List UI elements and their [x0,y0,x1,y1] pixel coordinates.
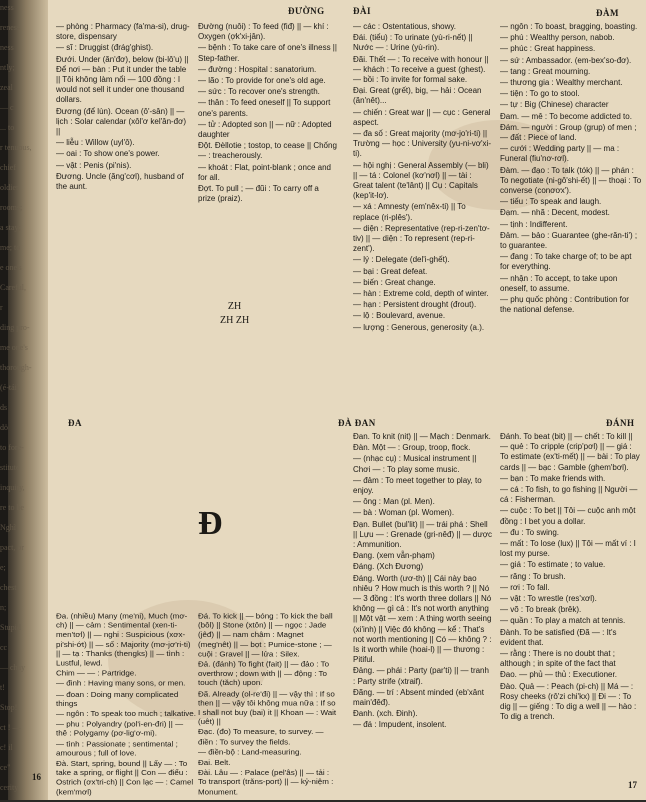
bleed-fragment: chest [0,583,17,592]
entry: Đám. — người : Group (grup) of men ; — đất : Piece of land. [500,122,637,143]
entry: Đạn. Bullet (bul'lit) || — trái phá : Shell || Lựu — : Grenade (gri-nêđ) || — dược : Ammunition. [353,519,492,550]
bleed-fragment: ... to [0,123,15,132]
bleed-fragment: me; to [0,243,21,252]
entry: — các : Ostentatious, showy. [353,22,457,31]
entry: — cá : To fish, to go fishing || Người — cá : Fisherman. [500,485,638,505]
entry: — rơi : To fall. [500,582,550,592]
entry: Đương (để lùn). Ocean (ô'-sân) || — lịch : Solar calendar (xôl'ơ kel'ân-đơ) || [56,106,187,137]
entry: — sứ : Ambassador. (em-bex'so-đơ). [500,55,632,65]
bleed-fragment: (é-tái) [0,383,20,392]
bleed-fragment: Stop! [0,703,18,712]
entry: — giá : To estimate ; to value. [500,560,606,570]
entry: — sức : To recover one's strength. [198,87,320,97]
entry: Đả. (đánh) To fight (fait) || — đảo : To overthrow ; down with || — động : To touch (tăch) upon. [198,660,330,688]
bleed-fragment: ness [0,43,14,52]
entry: — mất : To lose (lux) || Tôi — mất ví : I lost my purse. [500,539,636,559]
bleed-fragment: r tenuous, [0,143,32,152]
bleed-fragment: Stupid [0,623,21,632]
entry: — đường : Hospital : sanatorium. [198,64,317,74]
entry: — răng : To brush. [500,571,566,581]
entry: Đạc. (đo) To measure, to survey. — điền : To survey the fields. [198,728,324,746]
entry: Đa. (nhiều) Many (me'ni), Much (mơ-ch) || — cảm : Sentimental (xen-ti-men'tơl) || — nghi : Suspicious (xơx-pi'shi-ớt) || — số : Majority (mơ-jơ'ri-ti) || — tạ : Thanks (thengks) || — tình : Lustful, lewd. [56,612,191,668]
bleed-fragment: me one's [0,343,28,352]
bleed-fragment: zeal [0,83,13,92]
entry: — đá : Impudent, insolent. [353,720,447,730]
bleed-fragment: — c [0,103,14,112]
bleed-fragment: e; [0,563,6,572]
page-number-right: 17 [628,780,637,790]
entry: — đa số : Great majority (mơ-jo'ri-ti) || Trường — học : University (yu-ni-vơ'xi-ti). [353,129,491,159]
entry: — tịnh : Indifferent. [500,219,568,229]
entry: — vật : To wrestle (res'xơl). [500,594,597,604]
entry: — tang : Great mourning. [500,66,591,76]
letter-heading: Đ [198,505,223,542]
bleed-fragment: ct ! — [0,723,21,732]
entry: Đột. Đèllotie ; tostop, to cease || Chống — : treacherously. [198,141,337,161]
bleed-fragment: to fore- [0,443,24,452]
entry: — phú : Wealthy person, nabob. [500,33,615,43]
bleed-fragment: cerity [0,783,19,792]
entry: — lý : Delegate (del'i-ghết). [353,255,450,265]
entry: — lộ : Boulevard, avenue. [353,311,446,321]
entry: — phu : Polyandry (pol'i-en-đri) || — thê : Polygamy (pơ-lig'ơ-mi). [56,720,184,738]
entry: Đương. Uncle (ăng'cơl), husband of the aunt. [56,171,184,192]
entry: — võ : To break (brêk). [500,605,582,615]
entry: — tử : Adopted son || — nữ : Adopted daughter [198,119,332,140]
entry: Đài. Lâu — : Palace (pel'âs) || — tải : To transport (trăns-port) || — kỷ-niệm : Monument. [198,768,334,796]
entry: — cưới : Wedding party || — ma : Funeral (fiu'nơ-rơl). [500,144,620,164]
entry: Đạm. — nhã : Decent, modest. [500,208,610,218]
entry: Đánh. To beat (bit) || — chết : To kill || — quẻ : To cripple (crip'pơl) || — giá : To estimate (ex'ti-mết) || — bài : To play cards || — bạc : Gamble (ghem'bơl). [500,432,640,472]
entry: — phòng : Pharmacy (fa'ma-si), drug-store, dispensary [56,22,190,42]
entry: — thương gia : Wealthy merchant. [500,78,623,88]
entry: Đãi. Thết — : To receive with honour || — khách : To receive a guest (ghest). — bồi : To invite for formal sake. [353,54,489,85]
entry: Đao. — phủ — thủ : Executioner. [500,670,617,680]
entry: — biến : Great change. [353,277,436,287]
entry: — tiếu : To speak and laugh. [500,197,602,207]
entry: Đáng. (Xch Đương) [353,562,424,572]
bleed-fragment: a stay; [0,223,21,232]
entry: Đá. To kick || — bóng : To kick the ball (bôl) || Stone (xtôn) || — ngọc : Jade (jêđ) || — nam châm : Magnet (meg'nêt) || — bọt : Pumice-stone ; — cuội : Gravel || — lửa : Silex. [198,612,333,659]
entry: Đưới. Under (ăn'đơ), below (bi-lô'u) || Để nơi — bàn : Put it under the table || Tôi không làm nổi — 100 đồng : I would not sell it under one thousand dollars. [56,54,189,105]
entry: Đai. Belt. [198,758,231,767]
entry: — thân : To feed oneself || To support one's parents. [198,98,331,118]
entry: — đu : To swing. [500,527,559,537]
header-danh: ĐÁNH [606,418,635,428]
entry: Đảm. — bảo : Guarantee (ghe-răn-ti') ; to guarantee. [500,230,638,251]
header-da-dan: ĐÀ ĐAN [338,418,376,428]
bleed-fragment: inquiry, [0,483,25,492]
entry: Đường (nuôi) : To feed (fiđ) || — khí : Oxygen (ợk'xi-jân). [198,22,329,42]
entry: — đảm : To meet together to play, to enjoy. [353,475,482,496]
entry: — rằng : There is no doubt that ; although ; in spite of the fact that [500,649,616,669]
bleed-fragment: r [0,303,3,312]
bleed-fragment: reness [0,23,20,32]
entry: Đảng. — phái : Party (par'ti) || — tranh : Party strife (xtraif). [353,666,489,686]
entry: Đàm. — đạo : To talk (tók) || — phán : To negotiate (ni-gô'shi-ết) || — thoại : To converse (conơơx'). [500,165,642,196]
column-8 [500,432,642,723]
entry: Đại. Great (grết), big, — hải : Ocean (ăn'nêt)... [353,86,482,106]
column-1 [56,22,191,193]
entry: Đành. To be satisfied (Đã — : It's evident that. [500,627,617,647]
entry: — quần : To play a match at tennis. [500,616,626,626]
bleed-fragment: c! il [0,743,13,752]
column-4 [500,22,642,316]
entry: — cuộc : To bet || Tôi — cuộc anh một đồng : I bet you a dollar. [500,506,636,526]
previous-page-bleed [0,2,48,802]
entry: Đãng. — trí : Absent minded (eb'xânt main'đêđ). [353,687,484,708]
entry: — hội nghị : General Assembly (— bli) || — tá : Colonel (kơ'nơl) || — tài : Great talent (te'lânt) || Cụ : Capitals (kep'it-lơ). [353,160,489,201]
dictionary-page [32,0,646,800]
entry: — (nhạc cụ) : Musical instrument || Chơi — : To play some music. [353,454,477,474]
entry: — điền-bộ : Land-measuring. [198,747,302,757]
bleed-fragment: t! [0,683,5,692]
entry: — vật : Penis (pi'nis). [56,160,132,170]
section-line-1: ZH [227,301,242,312]
column-2 [198,22,338,205]
bleed-fragment: ce" [0,763,11,772]
entry: — bại : Great defeat. [353,266,428,276]
entry: — tình : Passionate ; sentimental ; amourous ; full of love. [56,739,178,758]
bleed-fragment: rooms; [0,203,23,212]
entry: Đang. (xem vẫn-phạm) [353,551,435,561]
bleed-fragment: — chay [0,663,26,672]
bleed-fragment: Nghĩ [0,523,16,532]
entry: — liễu : Willow (uyl'ô). [56,138,135,148]
entry: Đã. Already (ol-re'đi) || — vậy thì : If so then || — vậy tôi không mua nữa : If so I shall not buy (bai) it || Khoan — : Wait (uêt) || [198,689,337,727]
bleed-fragment: cc [0,643,8,652]
entry: — ngôn : To boast, bragging, boasting. [500,22,638,31]
section-line-2: ZH ZH [220,315,250,326]
header-dam: ĐÀM [596,8,619,18]
entry: Đanh. (xch. Đinh). [353,709,418,719]
entry: Đam. — mê : To become addicted to. [500,111,632,121]
entry: — tự : Big (Chinese) character [500,100,609,110]
entry: — đang : To take charge of; to be apt for everything. [500,252,632,272]
entry: — đinh : Having many sons, or men. [56,679,186,688]
entry: — chiến : Great war || — cục : General aspect. [353,107,491,127]
entry: — đoan : Doing many complicated things [56,689,179,708]
entry: Đàn. Một — : Group, troop, flock. [353,443,471,453]
entry: — ông : Man (pl. Men). [353,497,435,507]
column-3 [353,22,493,334]
entry: — sĩ : Druggist (đrág'ghist). [56,43,154,53]
entry: — khoát : Flat, point-blank ; once and for all. [198,162,331,182]
entry: — phúc : Great happiness. [500,44,596,54]
entry: — ngôn : To speak too much ; talkative. [56,709,196,718]
bleed-fragment: thorough- [0,363,32,372]
entry: — tiện : To go to stool. [500,89,580,99]
header-da: ĐA [68,418,82,428]
entry: — phụ quốc phòng : Contribution for the national defense. [500,295,629,315]
bleed-fragment: e one's [0,263,22,272]
page-number-left: 16 [32,772,41,782]
bleed-fragment: re to be [0,503,24,512]
header-dai: ĐÀI [353,6,372,16]
entry: — lượng : Generous, generosity (a.). [353,322,485,332]
bleed-fragment: chief [0,163,16,172]
entry: — diện : Representative (rep-ri-zen'tơ-tiv) || — diện : To represent (rep-ri-zent'). [353,223,490,254]
bleed-fragment: n; [0,603,7,612]
entry: Chim — — : Partridge. [56,669,137,678]
entry: — hàn : Extreme cold, depth of winter. [353,289,489,299]
entry: — bạn : To make friends with. [500,473,606,483]
bleed-fragment: pact, or [0,543,24,552]
entry: — bệnh : To take care of one's illness || Step-father. [198,43,337,63]
bleed-fragment: Careful, [0,283,26,292]
column-7 [353,432,493,732]
bleed-fragment: ds [0,403,8,412]
entry: Đan. To knit (nit) || — Mạch : Denmark. [353,432,491,441]
bleed-fragment: ntly; [0,63,15,72]
column-6 [198,612,338,798]
entry: Đợt. To pull ; — đũi : To carry off a prize (praiz). [198,184,319,204]
entry: Đái. (tiểu) : To urinate (yù-ri-nết) || Nước — : Urine (yù-rin). [353,33,473,53]
entry: Đáng. Worth (ươ-th) || Cái này bao nhiêu ? How much is this worth ? || Nó — 3 đồng : It's worth three dollars || Nó không — gì cả : It's not worth anything || Một vật — xem : A thing worth seeing (xi'inh) || Việc đó không — kể : That's not worth mentioning || Có — không ? : Is it worth while (hoai-l) || — thương : Pitiful. [353,573,492,665]
entry: — xá : Amnesty (em'nêx-ti) || To replace (ri-plês'). [353,202,466,222]
entry: Đà. Start, spring, bound || Lấy — : To take a spring, or flight || Con — điểu : Ostrich (ơx'tri-ch) || Con lạc — : Camel (kem'mơl) [56,759,194,796]
entry: — oai : To show one's power. [56,149,160,159]
bleed-fragment: ding pro- [0,323,30,332]
entry: — hạn : Persistent drought (đrout). [353,300,477,310]
bleed-fragment: dö [0,423,8,432]
section-heading [220,300,249,328]
column-5 [56,612,196,798]
bleed-fragment: ness [0,3,14,12]
entry: — lão : To provide for one's old age. [198,76,326,86]
entry: Đào. Quả — : Peach (pi-ch) || Má — : Rosy cheeks (rô'zi chi'kx) || Đi — : To dig || — giếng : To dig a well || — hào : To dig a trench. [500,681,637,722]
bleed-fragment: stitute [0,463,20,472]
bleed-fragment: oldier [0,183,19,192]
entry: — nhận : To accept, to take upon oneself, to assume. [500,273,618,293]
header-duong: ĐƯỜNG [288,6,325,16]
entry: — bà : Woman (pl. Women). [353,508,455,518]
